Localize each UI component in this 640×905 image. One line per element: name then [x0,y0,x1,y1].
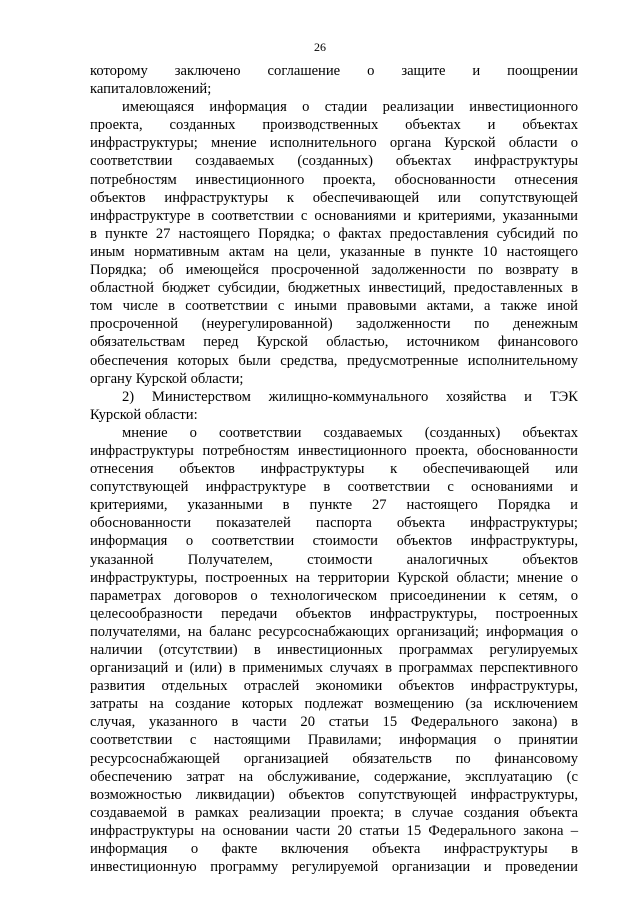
text-line: обоснованности показателей паспорта объекта инфраструктуры; [90,515,578,532]
text-line: создаваемой в рамках реализации проекта; в случае создания объекта [90,804,578,821]
text-line: инфраструктуры; мнение исполнительного органа Курской области о [90,135,578,152]
text-line: инфраструктуры потребностям инвестиционного проекта, обоснованности [90,442,578,459]
text-line: обеспечения которых были средства, предусмотренные исполнительному [90,352,578,369]
text-line: получателями, на баланс ресурсоснабжающих организаций; информация о [90,623,578,640]
text-line: соответствии с настоящими Правилами; информация о принятии [90,732,578,749]
text-line: объектов инфраструктуры к обеспечивающей или сопутствующей [90,189,578,206]
text-line: развития отдельных отраслей экономики объектов инфраструктуры, [90,678,578,695]
text-line: обязательствам перед Курской областью, источником финансового [90,334,578,351]
text-line: инвестиционную программу регулируемой организации и проведении [90,859,578,876]
text-line: информация о факте включения объекта инфраструктуры в [90,841,578,858]
text-line: инфраструктуре в соответствии с основаниями и критериями, указанными [90,207,578,224]
text-line: органу Курской области; [90,370,244,387]
text-line: проекта, созданных производственных объектах и объектах [90,117,578,134]
text-line: в пункте 27 настоящего Порядка; о фактах предоставления субсидий по [90,225,578,242]
body-text [90,62,578,876]
text-line: инфраструктуры на основании части 20 статьи 15 Федерального закона – [90,822,578,839]
text-line: инфраструктуры, построенных на территории Курской области; мнение о [90,569,578,586]
text-line: затраты на создание которых подлежат возмещению (за исключением [90,696,578,713]
text-line: Порядка; об имеющейся просроченной задолженности по возврату в [90,262,578,279]
text-line: том числе в соответствии с иными правовыми актами, а также иной [90,298,578,315]
page-number: 26 [314,40,326,54]
text-line: целесообразности передачи объектов инфраструктуры, построенных [90,605,578,622]
text-line: наличии (отсутствии) в инвестиционных программах регулируемых [90,642,578,658]
text-line: возможностью ликвидации) объектов сопутствующей инфраструктуры, [90,786,578,803]
text-line: которому заключено соглашение о защите и поощрении [90,63,578,79]
text-line: обеспечению затрат на обслуживание, содержание, эксплуатацию (с [90,768,578,785]
text-line: имеющаяся информация о стадии реализации инвестиционного [122,99,578,116]
text-line: иным нормативным актам на цели, указанные в пункте 10 настоящего [90,243,578,260]
text-line: информация о соответствии стоимости объектов инфраструктуры, [90,533,578,550]
text-line: мнение о соответствии создаваемых (созданных) объектах [122,424,578,441]
text-line: ресурсоснабжающей организацией обязательств по финансовому [90,750,578,767]
text-line: капиталовложений; [90,81,212,98]
text-line: соответствии создаваемых (созданных) объектах инфраструктуры [90,153,578,170]
text-line: сопутствующей инфраструктуре в соответствии с основаниями и [90,479,578,496]
text-line: отнесения объектов инфраструктуры к обеспечивающей или [90,461,578,478]
text-line: Курской области: [90,406,198,423]
text-line: указанной Получателем, стоимости аналогичных объектов [90,551,578,568]
text-line: 2) Министерством жилищно-коммунального хозяйства и ТЭК [122,388,578,405]
text-line: параметрах договоров о технологическом присоединении к сетям, о [90,587,578,604]
text-line: критериями, указанными в пункте 27 настоящего Порядка и [90,497,578,514]
text-line: организаций и (или) в применимых случаях в программах перспективного [90,660,578,677]
text-line: просроченной (неурегулированной) задолженности по денежным [90,316,578,333]
text-line: потребностям инвестиционного проекта, обоснованности отнесения [90,171,578,188]
text-line: областной бюджет субсидии, бюджетных инвестиций, предоставленных в [90,280,578,297]
text-line: случая, указанного в части 20 статьи 15 Федерального закона) в [90,714,578,731]
